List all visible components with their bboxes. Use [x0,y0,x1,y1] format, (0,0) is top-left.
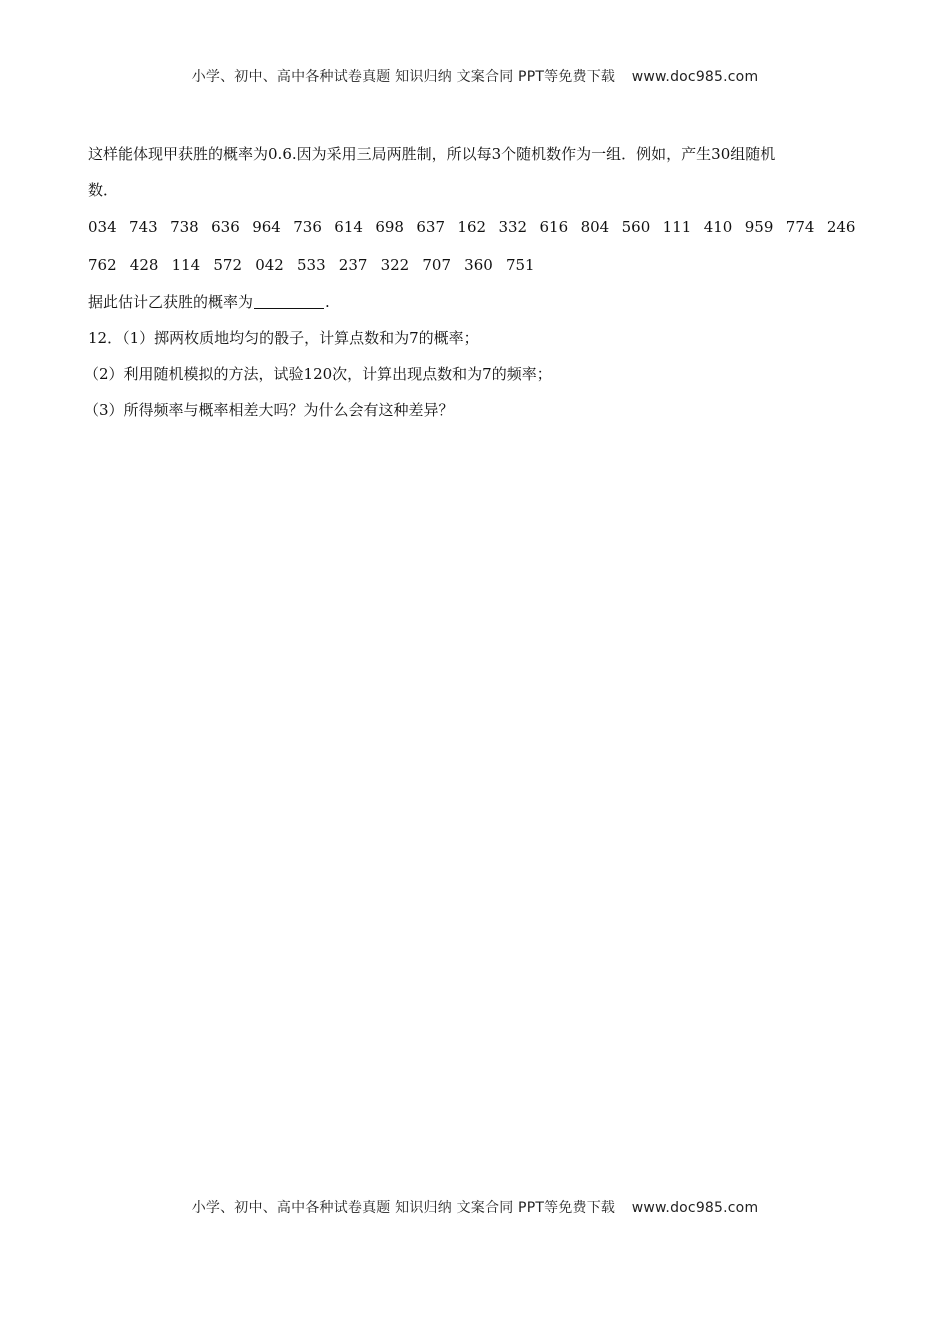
intro-line-2: 数． [88,181,119,199]
random-number: 762 [88,256,117,274]
estimate-line [88,284,868,320]
estimate-prefix: 据此估计乙获胜的概率为 [88,293,254,311]
answer-blank[interactable] [254,291,324,309]
random-numbers-row-1 [88,208,868,246]
random-number: 616 [539,218,569,236]
random-number: 111 [662,218,692,236]
footer-text: 小学、初中、高中各种试卷真题 知识归纳 文案合同 PPT等免费下载 [191,1200,616,1216]
random-number: 246 [826,218,856,236]
page-header [0,66,950,86]
random-number: 774 [785,218,815,236]
random-number: 410 [703,218,733,236]
intro-line-1: 这样能体现甲获胜的概率为0.6.因为采用三局两胜制，所以每3个随机数作为一组．例如，产生30组随机 [88,145,776,163]
random-number: 636 [211,218,240,236]
random-number: 738 [170,218,199,236]
random-number: 560 [621,218,651,236]
question-12-part-3: （3）所得频率与概率相差大吗？为什么会有这种差异？ [84,401,454,419]
random-numbers-row-2 [88,246,868,284]
random-number: 162 [457,218,487,236]
question-12-part-1: 12．（1）掷两枚质地均匀的骰子，计算点数和为7的概率； [88,329,479,347]
random-number: 332 [498,218,528,236]
random-number: 428 [129,256,159,274]
footer-site-link[interactable]: www.doc985.com [631,1200,759,1216]
document-body [84,136,868,428]
random-number: 637 [416,218,446,236]
random-number: 572 [213,256,243,274]
random-number: 533 [296,256,326,274]
random-number: 964 [252,218,281,236]
random-number: 034 [88,218,117,236]
random-number: 743 [129,218,158,236]
random-number: 707 [422,256,452,274]
random-number: 736 [293,218,322,236]
estimate-suffix: . [325,293,330,311]
random-number: 042 [255,256,284,274]
random-number: 698 [375,218,404,236]
random-number: 614 [334,218,363,236]
header-text: 小学、初中、高中各种试卷真题 知识归纳 文案合同 PPT等免费下载 [191,69,616,85]
question-12-part-2: （2）利用随机模拟的方法，试验120次，计算出现点数和为7的频率； [84,365,552,383]
random-number: 804 [580,218,610,236]
random-number: 322 [380,256,410,274]
random-number: 360 [464,256,493,274]
random-number: 237 [338,256,368,274]
page-footer [0,1197,950,1217]
random-number: 114 [171,256,201,274]
header-site-link[interactable]: www.doc985.com [631,69,759,85]
random-number: 751 [505,256,535,274]
random-number: 959 [744,218,774,236]
